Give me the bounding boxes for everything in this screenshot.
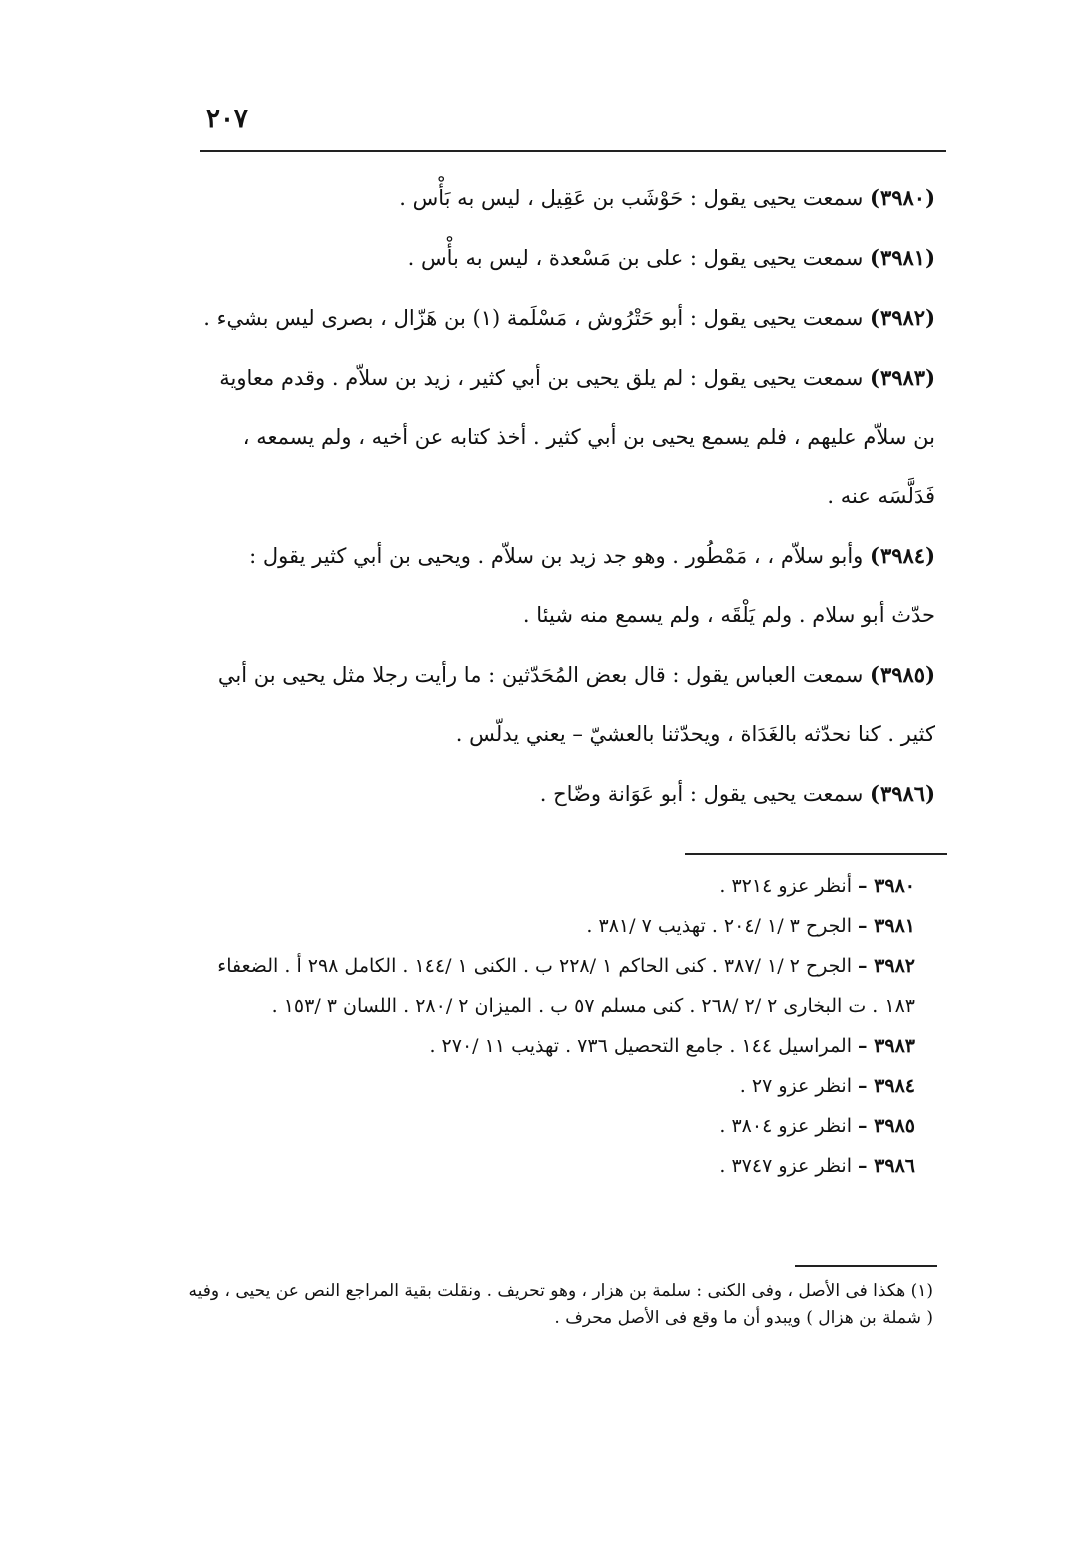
entry-number: (٣٩٨٤) [870, 543, 935, 568]
footnote-divider [795, 1265, 937, 1267]
entry-number: (٣٩٨٦) [870, 781, 935, 806]
entry-text: سمعت يحيى يقول : لم يلق يحيى بن أبي كثير ، زيد بن سلاّم . وقدم معاوية بن سلاّم عليهم ، فلم يسمع يحيى بن أبي كثير . أخذ كتابه عن أخيه ، ولم يسمعه ، فَدَلَّسَه عنه . [219, 366, 935, 508]
notes-divider [685, 853, 947, 855]
header-divider [200, 150, 946, 152]
note-number: ٣٩٨٠ – [858, 875, 915, 897]
entry-number: (٣٩٨٥) [870, 662, 935, 687]
references-notes [200, 866, 915, 1186]
entry-text: وأبو سلاّم ، ، مَمْطُور . وهو جد زيد بن سلاّم . ويحيى بن أبي كثير يقول : حدّث أبو سلام . ولم يَلْقَه ، ولم يسمع منه شيئا . [249, 544, 935, 627]
entry-text: سمعت يحيى يقول : على بن مَسْعدة ، ليس به بأْس . [407, 246, 864, 270]
note-number: ٣٩٨٣ – [858, 1035, 915, 1057]
page-number: ٢٠٧ [206, 104, 248, 134]
note-text: المراسيل ١٤٤ . جامع التحصيل ٧٣٦ . تهذيب ١١ /٢٧٠ . [429, 1035, 852, 1057]
entry-number: (٣٩٨٣) [870, 365, 935, 390]
note-3983 [200, 1026, 915, 1066]
note-text: أنظر عزو ٣٢١٤ . [719, 875, 852, 897]
entry-3981 [200, 228, 935, 288]
entry-number: (٣٩٨٠) [870, 185, 935, 210]
note-3982 [200, 946, 915, 1026]
entry-text: سمعت العباس يقول : قال بعض المُحَدّثين : ما رأيت رجلا مثل يحيى بن أبي كثير . كنا نحدّثه بالغَدَاة ، ويحدّثنا بالعشيّ – يعني يدلّس . [217, 663, 935, 746]
entry-3983 [200, 348, 935, 526]
entry-3986 [200, 764, 935, 824]
footnote: (١) هكذا فى الأصل ، وفى الكنى : سلمة بن هزار ، وهو تحريف . ونقلت بقية المراجع النص عن يحيى ، وفيه ( شملة بن هزال ) ويبدو أن ما وقع فى الأصل محرف . [188, 1281, 933, 1328]
note-number: ٣٩٨٦ – [858, 1155, 915, 1177]
note-text: انظر عزو ٣٧٤٧ . [719, 1155, 852, 1177]
entry-number: (٣٩٨٢) [870, 305, 935, 330]
note-text: الجرح ٣ /١ /٢٠٤ . تهذيب ٧ /٣٨١ . [586, 915, 852, 937]
note-number: ٣٩٨٢ – [858, 955, 915, 977]
entry-3985 [200, 645, 935, 764]
note-number: ٣٩٨١ – [858, 915, 915, 937]
note-3985 [200, 1106, 915, 1146]
note-number: ٣٩٨٥ – [858, 1115, 915, 1137]
note-3984 [200, 1066, 915, 1106]
entry-text: سمعت يحيى يقول : حَوْشَب بن عَقِيل ، ليس به بَأْس . [399, 186, 864, 210]
note-number: ٣٩٨٤ – [858, 1075, 915, 1097]
entry-3984 [200, 526, 935, 645]
note-3986 [200, 1146, 915, 1186]
entry-text: سمعت يحيى يقول : أبو عَوَانة وضّاح . [539, 782, 864, 806]
entry-text: سمعت يحيى يقول : أبو حَتْرُوش ، مَسْلَمة (١) بن هَزّال ، بصرى ليس بشيء . [203, 306, 864, 330]
main-text [200, 168, 935, 824]
entry-3980 [200, 168, 935, 228]
note-text: انظر عزو ٣٨٠٤ . [719, 1115, 852, 1137]
note-3981 [200, 906, 915, 946]
note-text: الجرح ٢ /١ /٣٨٧ . كنى الحاكم ١ /٢٢٨ ب . الكنى ١ /١٤٤ . الكامل ٢٩٨ أ . الضعفاء ١٨٣ . ت البخارى ٢ /٢ /٢٦٨ . كنى مسلم ٥٧ ب . الميزان ٢ /٢٨٠ . اللسان ٣ /١٥٣ . [217, 955, 915, 1017]
entry-3982 [200, 288, 935, 348]
entry-number: (٣٩٨١) [870, 245, 935, 270]
note-text: انظر عزو ٢٧ . [739, 1075, 852, 1097]
note-3980 [200, 866, 915, 906]
